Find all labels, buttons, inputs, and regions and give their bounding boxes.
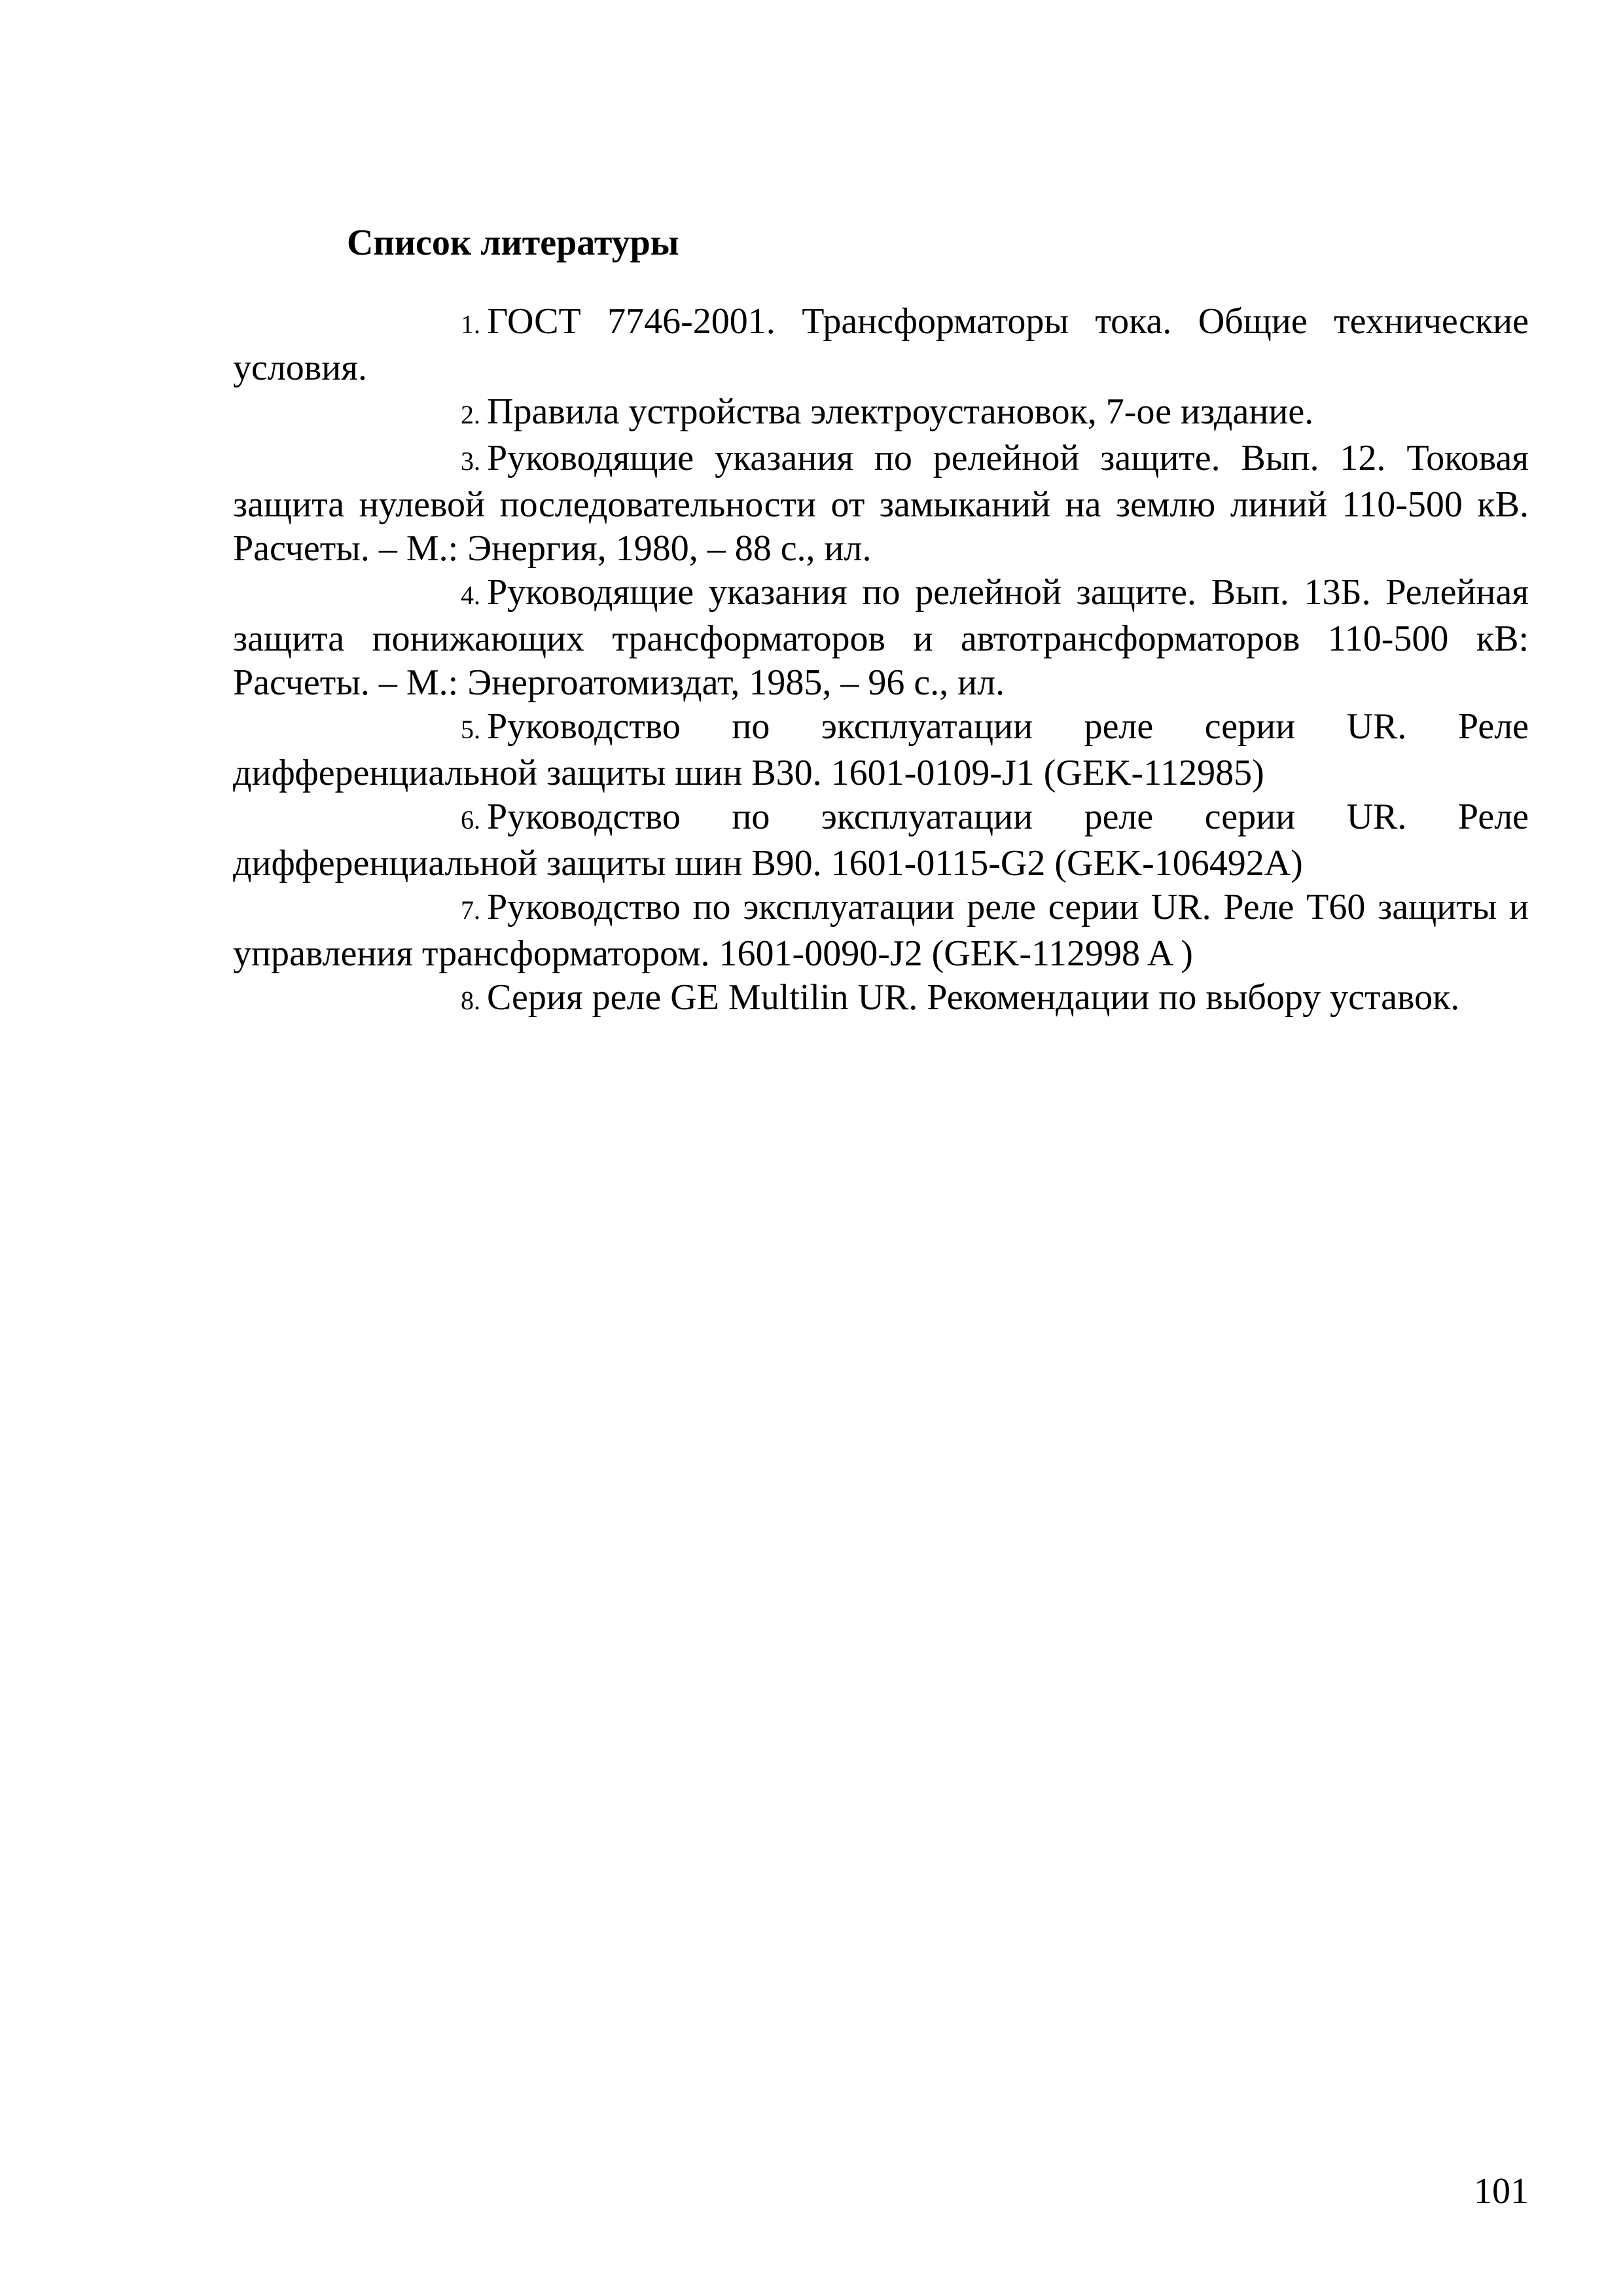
reference-text: Руководящие указания по релейной защите. Вып. 12. Токовая защита нулевой последовательности от замыканий на землю линий 110-500 кВ. Расчеты. – М.: Энергия, 1980, – 88 с., ил.	[233, 438, 1529, 569]
reference-item	[233, 795, 1529, 886]
reference-number: 2.	[461, 400, 480, 429]
reference-number: 5.	[461, 715, 480, 744]
reference-text: Руководящие указания по релейной защите. Вып. 13Б. Релейная защита понижающих трансформаторов и автотрансформаторов 110-500 кВ: Расчеты. – М.: Энергоатомиздат, 1985, – 96 с., ил.	[233, 572, 1529, 703]
reference-number: 1.	[461, 310, 480, 339]
reference-text: Серия реле GE Multilin UR. Рекомендации по выбору уставок.	[487, 977, 1460, 1018]
reference-text: ГОСТ 7746-2001. Трансформаторы тока. Общие технические условия.	[233, 301, 1529, 388]
page-title: Список литературы	[347, 223, 679, 263]
reference-number: 4.	[461, 581, 480, 610]
reference-text: Руководство по эксплуатации реле серии UR. Реле дифференциальной защиты шин B90. 1601-0115-G2 (GEK-106492A)	[233, 797, 1529, 884]
reference-item	[233, 571, 1529, 705]
reference-number: 6.	[461, 805, 480, 834]
reference-item	[233, 705, 1529, 795]
reference-text: Руководство по эксплуатации реле серии UR. Реле Т60 защиты и управления трансформатором. 1601-0090-J2 (GEK-112998 A )	[233, 887, 1529, 974]
reference-number: 7.	[461, 895, 480, 925]
reference-item	[233, 300, 1529, 390]
reference-number: 3.	[461, 446, 480, 476]
page-number: 101	[1474, 2171, 1529, 2212]
reference-item	[233, 886, 1529, 976]
reference-item	[233, 390, 1529, 437]
reference-text: Руководство по эксплуатации реле серии UR. Реле дифференциальной защиты шин B30. 1601-0109-J1 (GEK-112985)	[233, 706, 1529, 793]
reference-text: Правила устройства электроустановок, 7-ое издание.	[487, 391, 1314, 432]
reference-item	[233, 437, 1529, 571]
reference-number: 8.	[461, 986, 480, 1015]
reference-item	[233, 976, 1529, 1022]
reference-list	[233, 300, 1529, 1022]
